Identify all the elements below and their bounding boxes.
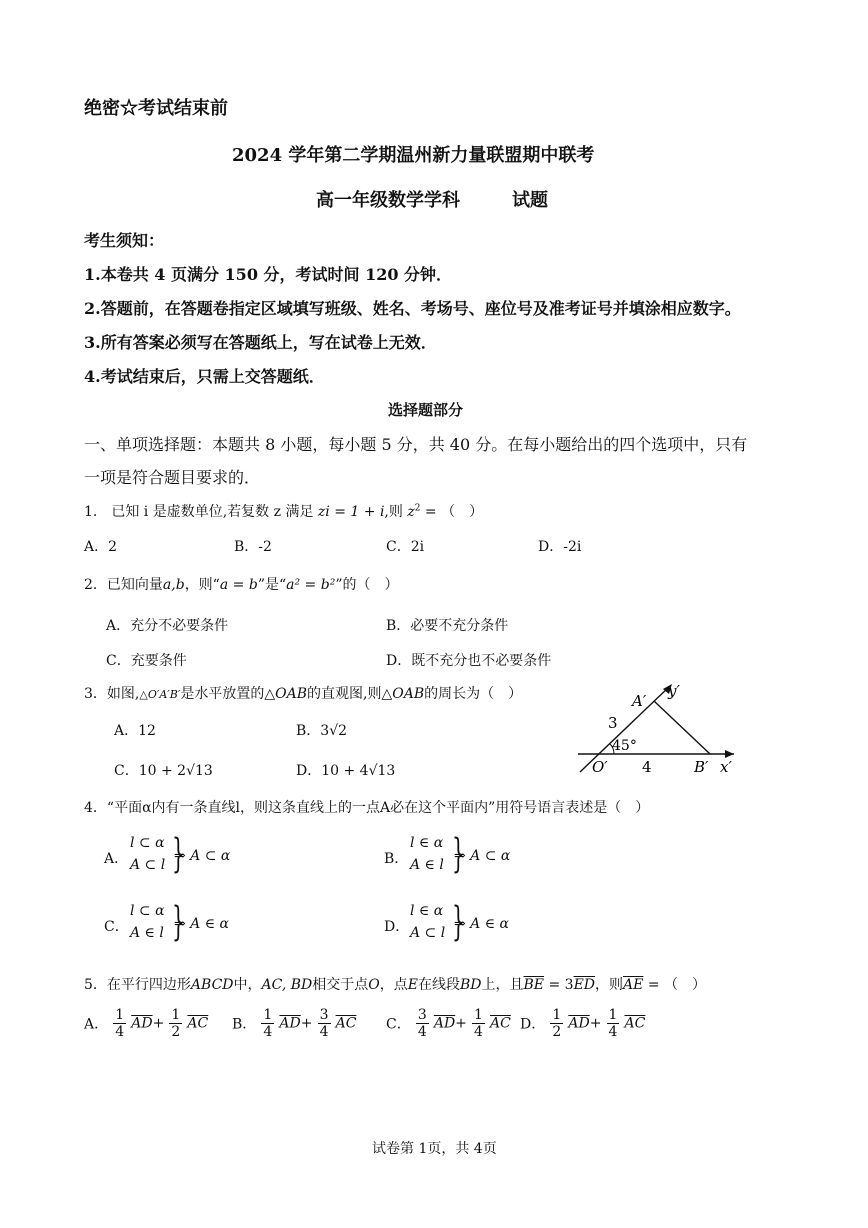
- question-5-option-c: C． $\frac{3}{4}$ $\overline{AD}+$ $\frac{1}{4}$ $\overline{AC}$: [386, 1007, 511, 1040]
- question-5-option-d: D． $\frac{1}{2}$ $\overline{AD}+$ $\frac{1}{4}$ $\overline{AC}$: [520, 1007, 646, 1040]
- section-title: 选择题部分: [388, 401, 464, 419]
- question-3-figure: [570, 676, 750, 780]
- question-3-option-c: C．10 + 2√13: [114, 763, 213, 779]
- notice-item: 4.考试结束后，只需上交答题纸．: [84, 367, 325, 386]
- question-3-stem: 3．如图,△O′A′B′是水平放置的△OAB的直观图,则△OAB的周长为（ ）: [84, 686, 523, 702]
- exam-title: 2024 学年第二学期温州新力量联盟期中联考: [232, 145, 595, 166]
- question-1-option-c: C．2i: [386, 539, 425, 555]
- notice-item: 3.所有答案必须写在答题纸上，写在试卷上无效．: [84, 333, 437, 352]
- question-5-option-b: B． $\frac{1}{4}$ $\overline{AD}+$ $\frac{3}{4}$ $\overline{AC}$: [232, 1007, 357, 1040]
- question-5-option-a: A． $\frac{1}{4}$ $\overline{AD}+$ $\frac{1}{2}$ $\overline{AC}$: [84, 1007, 209, 1040]
- label-b: B′: [694, 758, 709, 776]
- question-3-option-a: A．12: [114, 723, 156, 739]
- question-4-stem: 4．“平面α内有一条直线l，则这条直线上的一点A必在这个平面内”用符号语言表述是（ ）: [84, 800, 650, 816]
- side-ab: [654, 701, 710, 754]
- label-y: y′: [668, 682, 680, 700]
- question-5-stem: 5．在平行四边形ABCD中，AC, BD相交于点O，点E在线段BD上，且$\overline{BE} = 3\overline{ED}$，则$\overline{AE}$ = （ ）: [84, 977, 707, 993]
- question-4-option-d: D． l ∈ α A ⊂ l } ⇒ A ∈ α: [384, 899, 510, 945]
- angle-label: 45°: [612, 738, 637, 754]
- question-2-option-b: B．必要不充分条件: [386, 618, 509, 634]
- exam-subtitle-subject: 高一年级数学学科: [316, 190, 460, 211]
- question-2-option-c: C．充要条件: [106, 653, 187, 669]
- question-1-option-a: A．2: [84, 539, 118, 555]
- exam-subtitle-type: 试题: [512, 190, 548, 211]
- label-a: A′: [632, 692, 647, 710]
- question-1-stem: 1. 已知 i 是虚数单位,若复数 z 满足 zi = 1 + i,则 $z^2$ = （ ）: [84, 503, 484, 520]
- notice-heading: 考生须知：: [84, 231, 165, 250]
- side-oa-length: 3: [608, 714, 618, 732]
- secret-label: 绝密☆考试结束前: [84, 98, 228, 119]
- question-1-option-b: B．-2: [234, 539, 272, 555]
- notice-item: 2.答题前，在答题卷指定区域填写班级、姓名、考场号、座位号及准考证号并填涂相应数字。: [84, 299, 741, 318]
- section-intro-line1: 一、单项选择题：本题共 8 小题，每小题 5 分，共 40 分。在每小题给出的四个选项中，只有: [84, 435, 748, 454]
- side-ob-length: 4: [642, 758, 652, 776]
- question-4-option-a: A． l ⊂ α A ⊂ l } ⇒ A ⊂ α: [104, 831, 231, 877]
- label-x: x′: [720, 758, 732, 776]
- question-2-stem: 2．已知向量a,b，则“a = b”是“a² = b²”的（ ）: [84, 577, 399, 593]
- question-2-option-a: A．充分不必要条件: [106, 618, 229, 634]
- question-3-option-b: B．3√2: [296, 723, 348, 739]
- question-4-option-c: C． l ⊂ α A ∈ l } ⇒ A ∈ α: [104, 899, 230, 945]
- question-3-option-d: D．10 + 4√13: [296, 763, 396, 779]
- section-intro-line2: 一项是符合题目要求的．: [84, 468, 261, 487]
- question-1-option-d: D．-2i: [538, 539, 582, 555]
- x-axis-arrow: [725, 750, 734, 758]
- question-4-option-b: B． l ∈ α A ∈ l } ⇒ A ⊂ α: [384, 831, 511, 877]
- notice-item: 1.本卷共 4 页满分 150 分，考试时间 120 分钟．: [84, 265, 453, 284]
- question-2-option-d: D．既不充分也不必要条件: [386, 653, 552, 669]
- page-footer: 试卷第 1页，共 4页: [372, 1141, 497, 1157]
- label-o: O′: [592, 758, 608, 776]
